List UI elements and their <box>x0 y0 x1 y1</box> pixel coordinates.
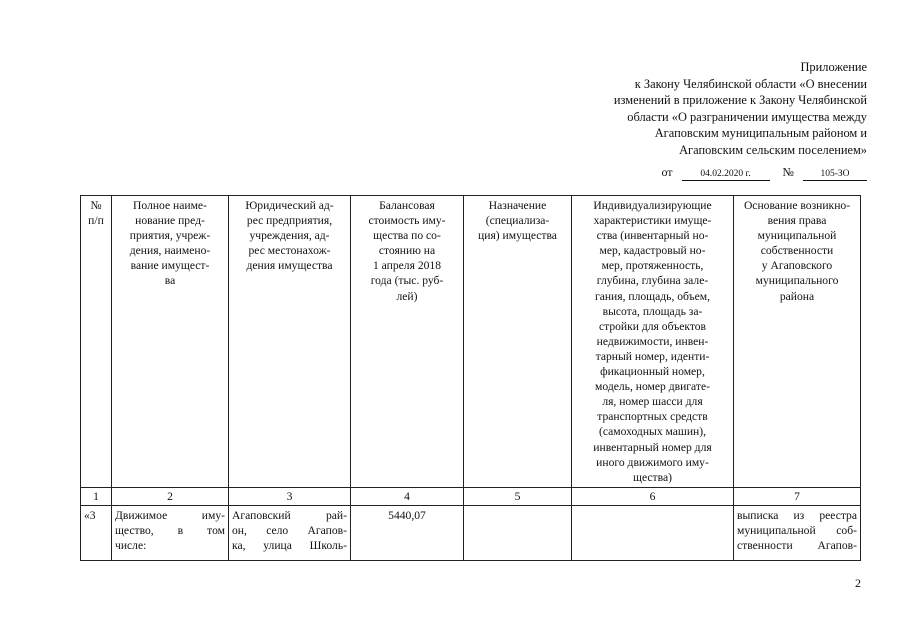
law-number: 105-ЗО <box>803 169 867 181</box>
header-cell-number <box>81 196 112 488</box>
table-header-row <box>81 196 861 488</box>
text-line: иного движимого иму- <box>596 455 709 469</box>
text-line: модель, номер двигате- <box>595 380 710 394</box>
text-line: (самоходных машин), <box>598 425 707 439</box>
column-number: 5 <box>464 487 572 505</box>
text-line: муниципальной <box>757 229 837 243</box>
text-line: района <box>779 289 815 303</box>
row-balance-value: 5440,07 <box>351 505 464 560</box>
text-line: учреждения, ад- <box>249 229 330 243</box>
text-line: 1 апреля 2018 <box>372 259 442 273</box>
header-cell-balance-value <box>351 196 464 488</box>
text-line: ственности Агапов- <box>737 538 857 552</box>
text-line: нование пред- <box>135 214 205 228</box>
header-line: изменений в приложение к Закону Челябинской <box>613 93 867 108</box>
law-date-number-line <box>567 164 867 181</box>
text-line: № <box>90 199 102 212</box>
text-line: муниципального <box>755 274 839 288</box>
column-number: 2 <box>112 487 229 505</box>
column-number: 1 <box>81 487 112 505</box>
column-number: 4 <box>351 487 464 505</box>
text-line: глубина, глубина зале- <box>596 274 709 288</box>
column-number: 6 <box>572 487 734 505</box>
text-line: мер, кадастровый но- <box>599 244 706 258</box>
text-line: Юридический ад- <box>245 199 334 212</box>
text-line: (специализа- <box>485 214 550 228</box>
column-number: 3 <box>229 487 351 505</box>
text-line: числе: <box>115 538 147 552</box>
text-line: высота, площадь за- <box>602 304 703 318</box>
column-number-row <box>81 487 861 505</box>
text-line: Движимое иму- <box>115 508 225 522</box>
text-line: лей) <box>396 289 418 303</box>
text-line: Агаповский рай- <box>232 508 347 522</box>
property-table <box>80 195 861 561</box>
text-line: Балансовая <box>379 199 435 212</box>
header-line: области «О разграничении имущества между <box>627 109 867 124</box>
text-line: ция) имущества <box>478 229 557 243</box>
text-line: стоянию на <box>378 244 436 258</box>
text-line: п/п <box>88 214 104 228</box>
text-line: дения имущества <box>246 259 333 273</box>
appendix-header <box>567 59 867 181</box>
text-line: стоимость иму- <box>368 214 446 228</box>
text-line: щество, в том <box>115 523 225 537</box>
text-line: ля, номер шасси для <box>602 395 703 409</box>
text-line: вения права <box>767 214 827 228</box>
text-line: ка, улица Школь- <box>232 538 347 552</box>
text-line: инвентарный номер для <box>593 440 712 454</box>
header-line: Агаповским сельским поселением» <box>679 142 867 157</box>
text-line: гания, площадь, объем, <box>594 289 711 303</box>
header-cell-address <box>229 196 351 488</box>
text-line: характеристики имуще- <box>593 214 712 228</box>
header-cell-ownership-basis <box>734 196 861 488</box>
row-property-name <box>112 505 229 560</box>
row-characteristics <box>572 505 734 560</box>
text-line: Индивидуализирующие <box>593 199 712 212</box>
table-row <box>81 505 861 560</box>
row-number: «3 <box>81 505 112 560</box>
header-line: к Закону Челябинской области «О внесении <box>634 76 867 91</box>
text-line: у Агаповского <box>761 259 833 273</box>
text-line: приятия, учреж- <box>129 229 211 243</box>
row-ownership-basis <box>734 505 861 560</box>
text-line: Назначение <box>488 199 547 212</box>
text-line: недвижимости, инвен- <box>596 334 709 348</box>
column-number: 7 <box>734 487 861 505</box>
text-line: Основание возникно- <box>743 199 851 212</box>
text-line: ва <box>164 274 176 288</box>
text-line: дения, наимено- <box>129 244 211 258</box>
text-line: транспортных средств <box>597 410 708 424</box>
row-address <box>229 505 351 560</box>
law-date: 04.02.2020 г. <box>682 169 770 181</box>
text-line: фикационный номер, <box>600 365 705 379</box>
text-line: вание имущест- <box>130 259 210 273</box>
date-prefix: от <box>661 164 673 179</box>
header-cell-name <box>112 196 229 488</box>
row-purpose <box>464 505 572 560</box>
header-cell-purpose <box>464 196 572 488</box>
text-line: щества по со- <box>373 229 441 243</box>
text-line: стройки для объектов <box>598 319 706 333</box>
header-line: Приложение <box>800 60 867 74</box>
text-line: рес предприятия, <box>246 214 333 228</box>
header-cell-characteristics <box>572 196 734 488</box>
page-number: 2 <box>855 576 861 590</box>
text-line: он, село Агапов- <box>232 523 347 537</box>
text-line: выписка из реестра <box>737 508 857 522</box>
text-line: ства (инвентарный но- <box>596 229 709 243</box>
text-line: мер, протяженность, <box>601 259 704 273</box>
number-prefix: № <box>782 164 794 179</box>
text-line: рес местонахож- <box>248 244 331 258</box>
header-line: Агаповским муниципальным районом и <box>654 126 867 141</box>
text-line: собственности <box>760 244 834 258</box>
text-line: года (тыс. руб- <box>370 274 444 288</box>
text-line: щества) <box>633 470 672 484</box>
text-line: Полное наиме- <box>133 199 207 212</box>
text-line: муниципальной соб- <box>737 523 857 537</box>
text-line: тарный номер, иденти- <box>595 349 710 363</box>
